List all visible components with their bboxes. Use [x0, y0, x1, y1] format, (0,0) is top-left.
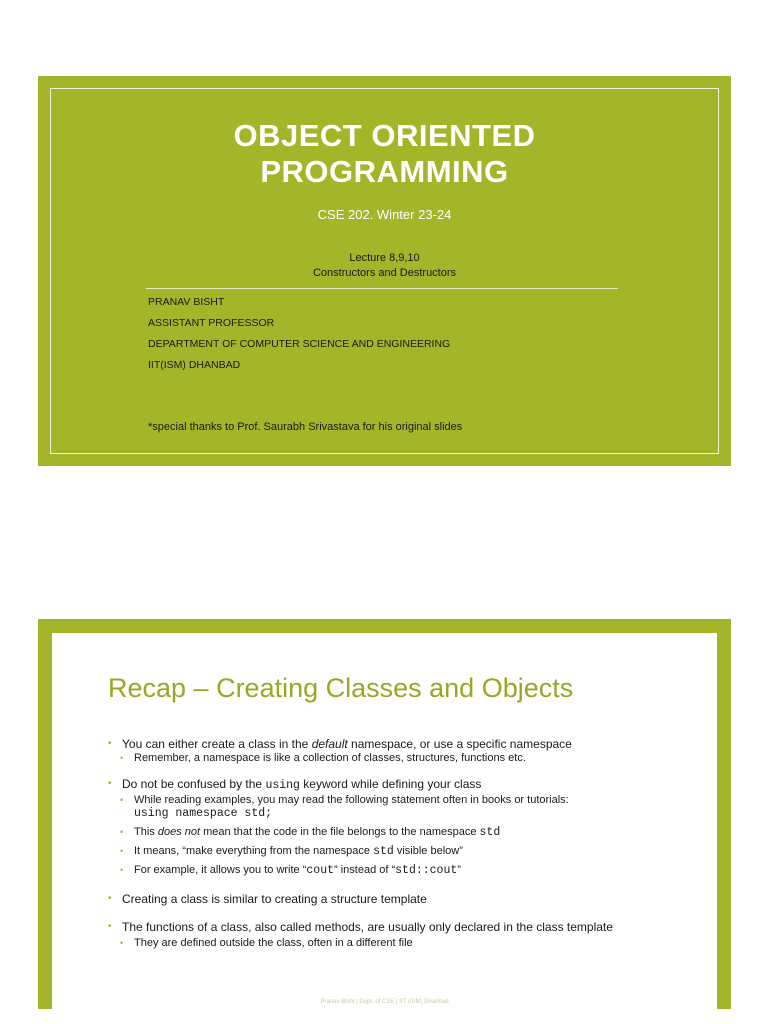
bullet-using-keyword — [108, 777, 708, 793]
bullet-list — [108, 737, 708, 950]
code-text: std — [479, 826, 501, 839]
code-line: using namespace std; — [134, 807, 273, 820]
author-title: ASSISTANT PROFESSOR — [148, 317, 275, 329]
title-slide — [38, 76, 731, 466]
sub-bullet-text: For example, it allows you to write “ — [134, 864, 307, 876]
bullet-text: keyword while defining your class — [299, 777, 482, 791]
sub-bullet-text: • While reading examples, you may read the following statement often in books or tutorials: — [134, 794, 569, 806]
bullet-methods: • The functions of a class, also called methods, are usually only declared in the class template — [108, 920, 708, 934]
sub-bullet-text: mean that the code in the file belongs to the namespace — [200, 826, 480, 838]
course-info: CSE 202. Winter 23-24 — [317, 207, 452, 222]
sub-bullet-it-means — [120, 844, 708, 859]
author-block — [148, 296, 450, 380]
emphasis: does not — [157, 826, 201, 838]
emphasis: default — [311, 737, 348, 751]
author-department: DEPARTMENT OF COMPUTER SCIENCE AND ENGINEERING — [148, 338, 451, 350]
sub-bullet-text: It means, “make everything from the namespace — [134, 845, 374, 857]
lecture-number: Lecture 8,9,10 — [349, 252, 420, 264]
sub-bullet-text: ” instead of “ — [334, 864, 396, 876]
slide-title — [38, 118, 731, 190]
sub-bullet-does-not-mean — [120, 825, 708, 840]
code-text: using — [265, 779, 300, 792]
author-institute: IIT(ISM) DHANBAD — [148, 359, 241, 371]
sub-bullet-for-example — [120, 863, 708, 878]
title-line-2: PROGRAMMING — [260, 154, 509, 189]
sub-bullet-text: ” — [457, 864, 461, 876]
bullet-namespace — [108, 737, 708, 751]
author-name: PRANAV BISHT — [148, 296, 225, 308]
lecture-info — [38, 251, 731, 281]
sub-bullet-defined-outside: • They are defined outside the class, often in a different file — [120, 936, 708, 950]
bullet-text: namespace, or use a specific namespace — [347, 737, 572, 751]
sub-bullet-reading-examples — [120, 793, 708, 821]
sub-bullet-text: visible below” — [393, 845, 463, 857]
slide-heading: Recap – Creating Classes and Objects — [108, 673, 574, 703]
bullet-text: You can either create a class in the — [122, 737, 312, 751]
code-text: std::cout — [395, 864, 458, 877]
bullet-text: Do not be confused by the — [122, 777, 266, 791]
acknowledgement: *special thanks to Prof. Saurabh Srivastava for his original slides — [148, 421, 463, 433]
divider — [146, 288, 618, 289]
code-text: cout — [306, 864, 334, 877]
title-line-1: OBJECT ORIENTED — [233, 118, 536, 153]
content-slide — [38, 619, 731, 1009]
sub-bullet-namespace-note: • Remember, a namespace is like a collection of classes, structures, functions etc. — [120, 751, 708, 765]
lecture-topic: Constructors and Destructors — [312, 267, 457, 279]
code-text: std — [373, 845, 394, 858]
bullet-structure-template: • Creating a class is similar to creating a structure template — [108, 892, 708, 906]
sub-bullet-text: This — [134, 826, 158, 838]
slide-footer: Pranav Bisht | Dept. of CSE | IIT (ISM) Dhanbad — [320, 999, 449, 1005]
slide-content-area — [52, 633, 717, 1009]
